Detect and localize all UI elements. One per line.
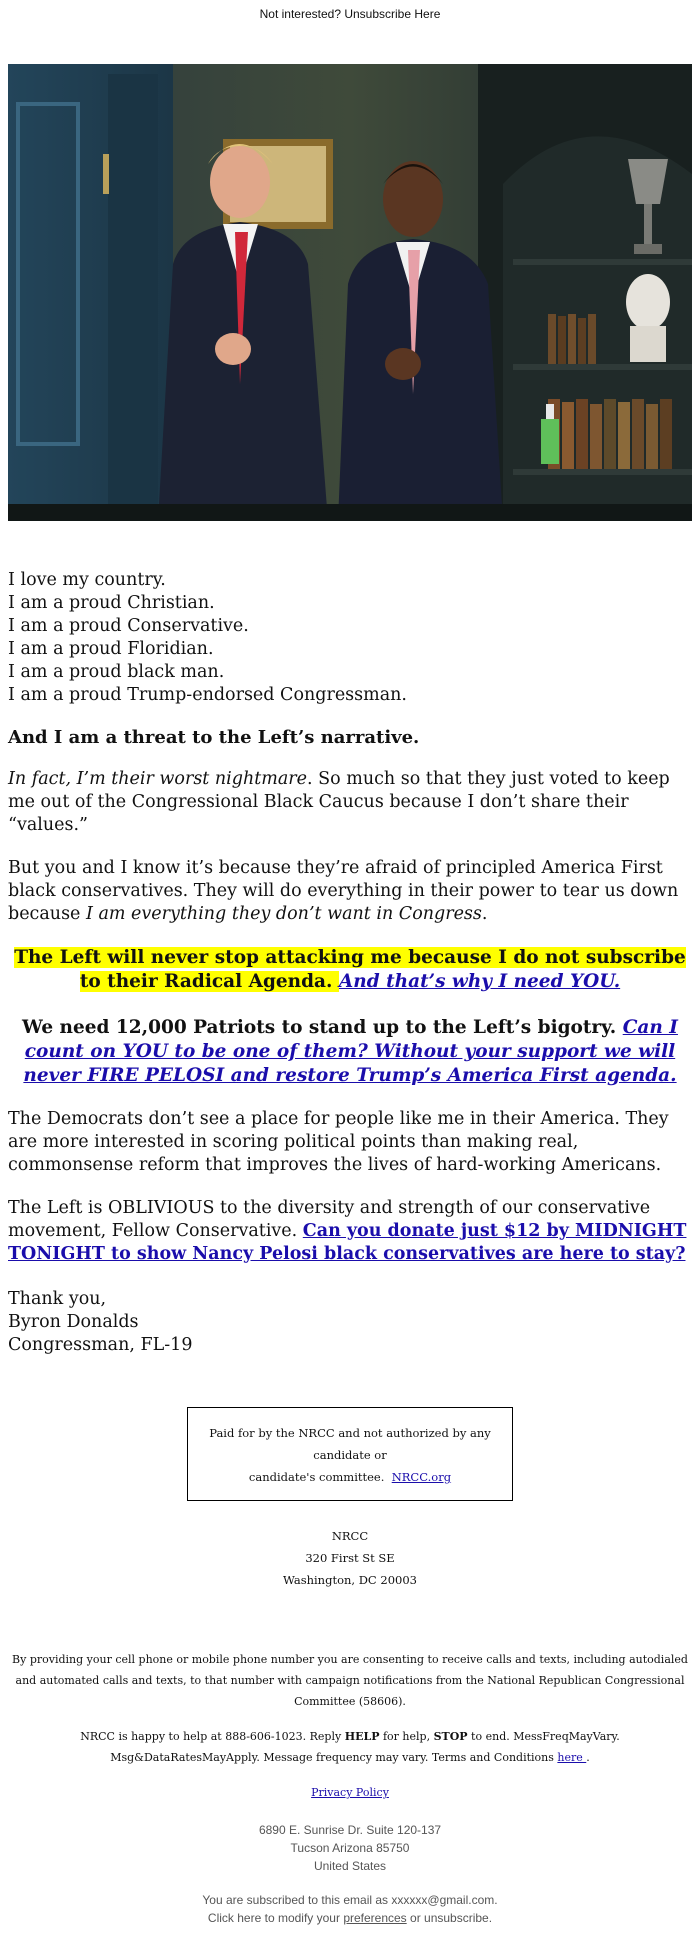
patriots-paragraph [8, 1016, 692, 1088]
stop-keyword: STOP [433, 1730, 468, 1743]
footer-address [0, 1821, 700, 1875]
signoff [8, 1288, 692, 1357]
subscribed-email-line: You are subscribed to this email as xxxxxx@gmail.com. [202, 1893, 498, 1907]
patriots-text: We need 12,000 Patriots to stand up to the Left’s bigotry. [22, 1017, 623, 1038]
highlight-text: The Left will never stop attacking me because I do not subscribe to their Radical Agenda. [14, 947, 686, 992]
democrats-paragraph: The Democrats don’t see a place for people like me in their America. They are more interested in scoring political points than making real, commonsense reform that improves the lives of hard-working Americans. [8, 1109, 669, 1175]
count-on-you-link[interactable]: Can I count on YOU to be one of them? Without your support we will never FIRE PELOSI and restore Trump’s America First agenda. [23, 1017, 678, 1086]
sms-help-text: NRCC is happy to help at 888-606-1023. Reply HELP for help, STOP to end. MessFreqMayVary. Msg&DataRatesMayApply. Message frequency may vary. Terms and Conditions here . [80, 1730, 620, 1764]
privacy-policy-link[interactable]: Privacy Policy [311, 1786, 389, 1799]
nrcc-address [0, 1525, 700, 1591]
intro-line: I am a proud Floridian. [8, 639, 214, 659]
highlight-paragraph [8, 946, 692, 994]
oblivious-text: The Left is OBLIVIOUS to the diversity and strength of our conservative movement, Fellow Conservative. [8, 1198, 651, 1241]
preferences-link[interactable]: preferences [343, 1911, 407, 1925]
address-line: 320 First St SE [305, 1551, 395, 1565]
address-line: NRCC [331, 1529, 369, 1543]
unsubscribe-link[interactable]: Not interested? Unsubscribe Here [259, 7, 441, 21]
signoff-name: Byron Donalds [8, 1312, 139, 1332]
address-line: Washington, DC 20003 [283, 1573, 417, 1587]
intro-list [8, 569, 692, 707]
intro-line: I am a proud Trump-endorsed Congressman. [8, 685, 407, 705]
nightmare-text: . So much so that they just voted to keep me out of the Congressional Black Caucus because I don’t share their “values.” [8, 769, 670, 835]
donate-link[interactable]: Can you donate just $12 by MIDNIGHT TONIGHT to show Nancy Pelosi black conservatives are here to stay? [8, 1221, 687, 1264]
footer-address-line: United States [313, 1859, 387, 1873]
paid-line-1: Paid for by the NRCC and not authorized by any candidate or [209, 1426, 491, 1462]
paid-line-2: candidate's committee. NRCC.org [248, 1470, 452, 1484]
help-keyword: HELP [344, 1730, 380, 1743]
nrcc-org-link[interactable]: NRCC.org [391, 1470, 452, 1484]
afraid-paragraph [8, 857, 692, 926]
intro-line: I am a proud black man. [8, 662, 225, 682]
signoff-line: Thank you, [8, 1289, 107, 1309]
footer-address-line: 6890 E. Sunrise Dr. Suite 120-137 [258, 1823, 442, 1837]
footer-address-line: Tucson Arizona 85750 [290, 1841, 410, 1855]
intro-line: I am a proud Conservative. [8, 616, 249, 636]
subscription-notice [0, 1891, 700, 1927]
intro-line: I am a proud Christian. [8, 593, 215, 613]
unsubscribe-bar [0, 0, 700, 64]
need-you-link[interactable]: And that’s why I need YOU. [338, 971, 621, 992]
nightmare-italic: In fact, I’m their worst nightmare [8, 769, 308, 789]
oblivious-paragraph [8, 1197, 692, 1266]
threat-heading: And I am a threat to the Left’s narrative. [8, 727, 420, 748]
afraid-end: . [481, 904, 488, 924]
paid-for-disclaimer [187, 1407, 513, 1501]
modify-line: Click here to modify your preferences or unsubscribe. [207, 1911, 493, 1925]
intro-line: I love my country. [8, 570, 166, 590]
afraid-text: But you and I know it’s because they’re afraid of principled America First black conservatives. They will do everything in their power to tear us down because [8, 858, 679, 924]
terms-here-link[interactable]: here [557, 1751, 587, 1764]
privacy-section [0, 1786, 700, 1799]
afraid-italic: I am everything they don’t want in Congress [85, 904, 482, 924]
nightmare-paragraph [8, 768, 692, 837]
signoff-title: Congressman, FL-19 [8, 1335, 193, 1355]
hero-photo [8, 64, 692, 521]
sms-consent-text: By providing your cell phone or mobile phone number you are consenting to receive calls and texts, including autodialed and automated calls and texts, to that number with campaign notifications from the National Republican Congressional Committee (58606). [12, 1653, 688, 1708]
